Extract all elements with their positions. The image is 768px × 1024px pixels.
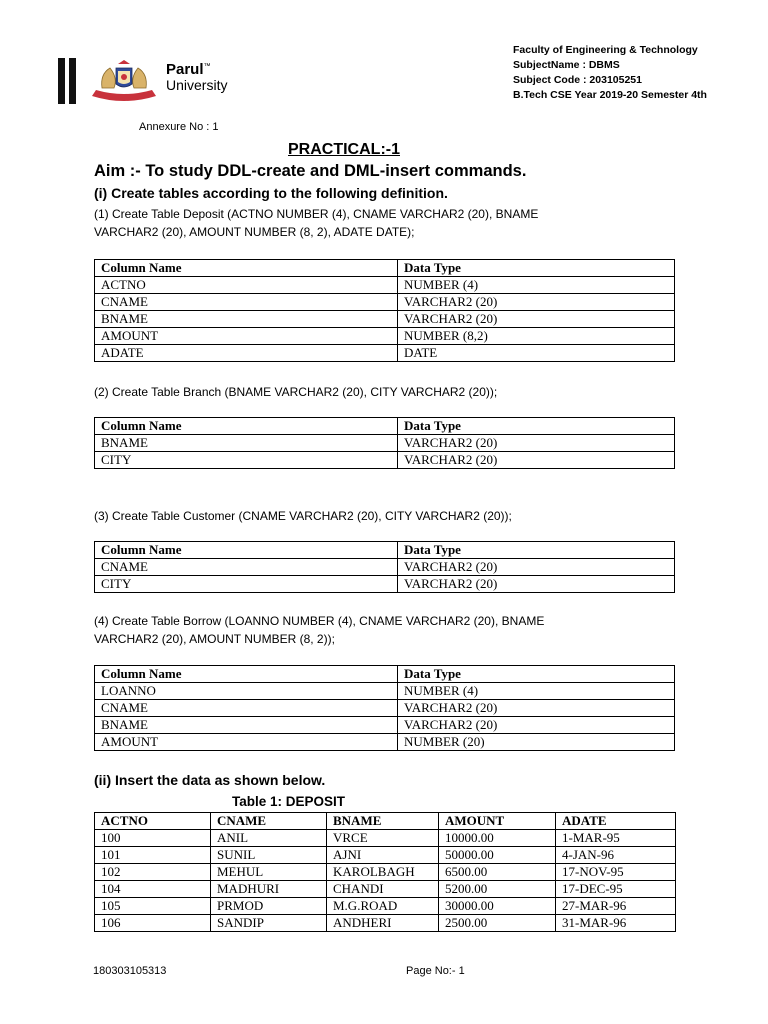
cell: 105	[95, 898, 211, 915]
column-name-header: Column Name	[95, 666, 398, 683]
header-cell: ACTNO	[95, 813, 211, 830]
type-cell: VARCHAR2 (20)	[398, 559, 675, 576]
table-row	[95, 311, 675, 328]
table-row	[95, 277, 675, 294]
page-number: Page No:- 1	[406, 965, 465, 977]
column-cell: CITY	[95, 452, 398, 469]
cell: 106	[95, 915, 211, 932]
brand-name: Parul	[166, 61, 204, 78]
cell: 101	[95, 847, 211, 864]
cell: 2500.00	[439, 915, 556, 932]
faculty-line: Faculty of Engineering & Technology	[513, 44, 698, 56]
cell: MADHURI	[211, 881, 327, 898]
column-cell: ACTNO	[95, 277, 398, 294]
cell: 6500.00	[439, 864, 556, 881]
aim-statement: Aim :- To study DDL-create and DML-insert commands.	[94, 162, 527, 180]
column-cell: LOANNO	[95, 683, 398, 700]
section-create-tables: (i) Create tables according to the following definition.	[94, 185, 448, 201]
column-cell: BNAME	[95, 435, 398, 452]
data-type-header: Data Type	[398, 260, 675, 277]
column-cell: BNAME	[95, 717, 398, 734]
cell: SUNIL	[211, 847, 327, 864]
table-row	[95, 847, 676, 864]
customer-definition-table	[94, 541, 675, 593]
cell: SANDIP	[211, 915, 327, 932]
column-cell: CNAME	[95, 700, 398, 717]
cell: VRCE	[327, 830, 439, 847]
brand-sub: University	[166, 77, 228, 93]
university-crest-icon	[88, 58, 160, 102]
table-row	[95, 559, 675, 576]
practical-title: PRACTICAL:-1	[288, 141, 400, 158]
table-row	[95, 452, 675, 469]
annexure-number: Annexure No : 1	[139, 121, 219, 133]
cell: 1-MAR-95	[556, 830, 676, 847]
cell: 50000.00	[439, 847, 556, 864]
cell: 10000.00	[439, 830, 556, 847]
brand-tm: ™	[203, 63, 211, 70]
table-header-row	[95, 666, 675, 683]
cell: 104	[95, 881, 211, 898]
document-header-info	[513, 43, 707, 103]
column-name-header: Column Name	[95, 260, 398, 277]
type-cell: VARCHAR2 (20)	[398, 717, 675, 734]
data-type-header: Data Type	[398, 418, 675, 435]
header-cell: BNAME	[327, 813, 439, 830]
borrow-desc-line-1: (4) Create Table Borrow (LOANNO NUMBER (4), CNAME VARCHAR2 (20), BNAME	[94, 614, 545, 628]
deposit-desc-line-2: VARCHAR2 (20), AMOUNT NUMBER (8, 2), ADATE DATE);	[94, 225, 415, 239]
cell: PRMOD	[211, 898, 327, 915]
table-row	[95, 864, 676, 881]
type-cell: NUMBER (4)	[398, 683, 675, 700]
column-cell: AMOUNT	[95, 328, 398, 345]
cell: AJNI	[327, 847, 439, 864]
header-cell: ADATE	[556, 813, 676, 830]
table-row	[95, 717, 675, 734]
brand-wordmark	[166, 62, 227, 92]
header-cell: AMOUNT	[439, 813, 556, 830]
deposit-desc-line-1: (1) Create Table Deposit (ACTNO NUMBER (4), CNAME VARCHAR2 (20), BNAME	[94, 207, 539, 221]
table-row	[95, 830, 676, 847]
deposit-definition-table	[94, 259, 675, 362]
table-row	[95, 898, 676, 915]
table-row	[95, 734, 675, 751]
cell: 27-MAR-96	[556, 898, 676, 915]
course-line: B.Tech CSE Year 2019-20 Semester 4th	[513, 89, 707, 101]
table-header-row	[95, 542, 675, 559]
type-cell: VARCHAR2 (20)	[398, 435, 675, 452]
table-row	[95, 294, 675, 311]
column-cell: CNAME	[95, 559, 398, 576]
cell: 100	[95, 830, 211, 847]
table-row	[95, 700, 675, 717]
column-cell: CNAME	[95, 294, 398, 311]
cell: 31-MAR-96	[556, 915, 676, 932]
type-cell: NUMBER (8,2)	[398, 328, 675, 345]
type-cell: VARCHAR2 (20)	[398, 311, 675, 328]
cell: 17-NOV-95	[556, 864, 676, 881]
type-cell: NUMBER (20)	[398, 734, 675, 751]
subject-name-line: SubjectName : DBMS	[513, 59, 620, 71]
cell: ANIL	[211, 830, 327, 847]
table-row	[95, 576, 675, 593]
borrow-desc-line-2: VARCHAR2 (20), AMOUNT NUMBER (8, 2));	[94, 632, 335, 646]
customer-desc-line: (3) Create Table Customer (CNAME VARCHAR2 (20), CITY VARCHAR2 (20));	[94, 509, 512, 523]
type-cell: VARCHAR2 (20)	[398, 294, 675, 311]
deposit-table-title: Table 1: DEPOSIT	[232, 794, 346, 809]
type-cell: VARCHAR2 (20)	[398, 700, 675, 717]
column-name-header: Column Name	[95, 542, 398, 559]
borrow-definition-table	[94, 665, 675, 751]
cell: 102	[95, 864, 211, 881]
column-cell: AMOUNT	[95, 734, 398, 751]
cell: 30000.00	[439, 898, 556, 915]
cell: CHANDI	[327, 881, 439, 898]
table-row	[95, 435, 675, 452]
type-cell: VARCHAR2 (20)	[398, 452, 675, 469]
column-cell: BNAME	[95, 311, 398, 328]
type-cell: VARCHAR2 (20)	[398, 576, 675, 593]
header-cell: CNAME	[211, 813, 327, 830]
cell: 17-DEC-95	[556, 881, 676, 898]
type-cell: NUMBER (4)	[398, 277, 675, 294]
column-name-header: Column Name	[95, 418, 398, 435]
branch-definition-table	[94, 417, 675, 469]
data-type-header: Data Type	[398, 666, 675, 683]
data-type-header: Data Type	[398, 542, 675, 559]
cell: MEHUL	[211, 864, 327, 881]
cell: 4-JAN-96	[556, 847, 676, 864]
table-row	[95, 683, 675, 700]
section-insert-data: (ii) Insert the data as shown below.	[94, 772, 326, 788]
table-row	[95, 881, 676, 898]
cell: 5200.00	[439, 881, 556, 898]
table-header-row	[95, 260, 675, 277]
cell: ANDHERI	[327, 915, 439, 932]
table-header-row	[95, 418, 675, 435]
cell: KAROLBAGH	[327, 864, 439, 881]
column-cell: ADATE	[95, 345, 398, 362]
deposit-data-table	[94, 812, 676, 932]
type-cell: DATE	[398, 345, 675, 362]
subject-code-line: Subject Code : 203105251	[513, 74, 642, 86]
table-row	[95, 915, 676, 932]
table-row	[95, 328, 675, 345]
enrollment-number: 180303105313	[93, 965, 167, 977]
table-header-row	[95, 813, 676, 830]
branch-desc-line: (2) Create Table Branch (BNAME VARCHAR2 (20), CITY VARCHAR2 (20));	[94, 385, 498, 399]
cell: M.G.ROAD	[327, 898, 439, 915]
table-row	[95, 345, 675, 362]
column-cell: CITY	[95, 576, 398, 593]
